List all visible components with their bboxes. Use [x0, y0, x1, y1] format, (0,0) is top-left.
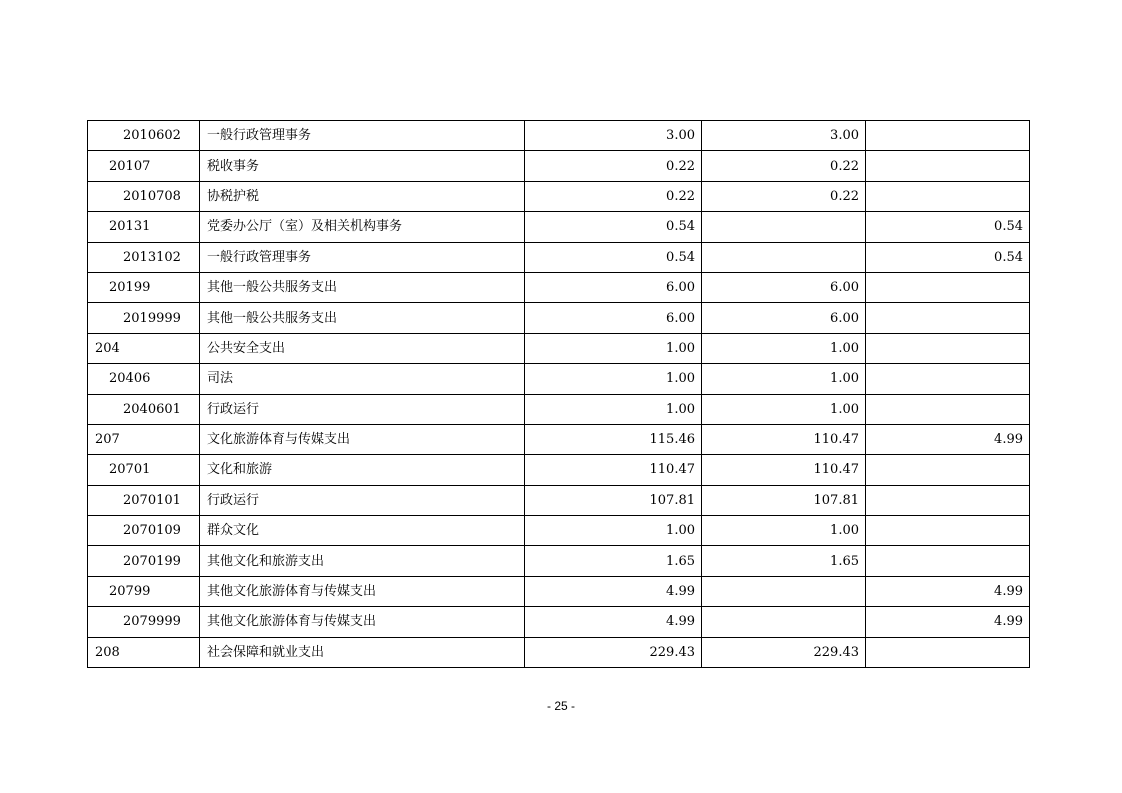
total-amount-cell: 1.00 [525, 394, 702, 424]
account-code-cell: 2070109 [88, 516, 200, 546]
account-code-cell: 2013102 [88, 242, 200, 272]
total-amount-cell: 3.00 [525, 121, 702, 151]
total-amount-cell: 4.99 [525, 576, 702, 606]
project-expenditure-cell: 0.54 [866, 212, 1030, 242]
basic-expenditure-cell: 1.00 [702, 394, 866, 424]
project-expenditure-cell [866, 272, 1030, 302]
account-name-cell: 协税护税 [200, 181, 525, 211]
project-expenditure-cell [866, 151, 1030, 181]
account-name-cell: 行政运行 [200, 394, 525, 424]
account-code-cell: 20701 [88, 455, 200, 485]
project-expenditure-cell [866, 333, 1030, 363]
basic-expenditure-cell: 1.65 [702, 546, 866, 576]
page-number: - 25 - [546, 699, 575, 713]
table-row [88, 455, 1030, 485]
table-row [88, 485, 1030, 515]
account-name-cell: 税收事务 [200, 151, 525, 181]
project-expenditure-cell [866, 394, 1030, 424]
total-amount-cell: 115.46 [525, 424, 702, 454]
account-code-cell: 208 [88, 637, 200, 667]
table-row [88, 242, 1030, 272]
project-expenditure-cell: 0.54 [866, 242, 1030, 272]
basic-expenditure-cell: 229.43 [702, 637, 866, 667]
account-name-cell: 文化和旅游 [200, 455, 525, 485]
account-name-cell: 其他文化旅游体育与传媒支出 [200, 576, 525, 606]
basic-expenditure-cell [702, 212, 866, 242]
account-code-cell: 204 [88, 333, 200, 363]
project-expenditure-cell [866, 485, 1030, 515]
table-row [88, 364, 1030, 394]
project-expenditure-cell [866, 516, 1030, 546]
project-expenditure-cell [866, 303, 1030, 333]
total-amount-cell: 107.81 [525, 485, 702, 515]
total-amount-cell: 1.00 [525, 516, 702, 546]
account-code-cell: 2010602 [88, 121, 200, 151]
basic-expenditure-cell [702, 576, 866, 606]
account-name-cell: 其他一般公共服务支出 [200, 303, 525, 333]
account-name-cell: 群众文化 [200, 516, 525, 546]
table-row [88, 212, 1030, 242]
table-row [88, 424, 1030, 454]
table-row [88, 607, 1030, 637]
table-row [88, 333, 1030, 363]
basic-expenditure-cell [702, 242, 866, 272]
project-expenditure-cell [866, 121, 1030, 151]
basic-expenditure-cell: 1.00 [702, 516, 866, 546]
table-row [88, 303, 1030, 333]
account-code-cell: 2019999 [88, 303, 200, 333]
total-amount-cell: 0.54 [525, 242, 702, 272]
table-row [88, 181, 1030, 211]
project-expenditure-cell: 4.99 [866, 576, 1030, 606]
project-expenditure-cell [866, 546, 1030, 576]
basic-expenditure-cell: 110.47 [702, 455, 866, 485]
table-row [88, 516, 1030, 546]
account-name-cell: 一般行政管理事务 [200, 242, 525, 272]
account-name-cell: 一般行政管理事务 [200, 121, 525, 151]
account-name-cell: 党委办公厅（室）及相关机构事务 [200, 212, 525, 242]
account-code-cell: 20131 [88, 212, 200, 242]
project-expenditure-cell [866, 637, 1030, 667]
total-amount-cell: 6.00 [525, 272, 702, 302]
basic-expenditure-cell: 3.00 [702, 121, 866, 151]
basic-expenditure-cell: 6.00 [702, 303, 866, 333]
total-amount-cell: 110.47 [525, 455, 702, 485]
basic-expenditure-cell: 0.22 [702, 181, 866, 211]
total-amount-cell: 0.54 [525, 212, 702, 242]
basic-expenditure-cell: 107.81 [702, 485, 866, 515]
project-expenditure-cell [866, 364, 1030, 394]
account-name-cell: 司法 [200, 364, 525, 394]
total-amount-cell: 0.22 [525, 151, 702, 181]
basic-expenditure-cell [702, 607, 866, 637]
budget-table [87, 120, 1030, 668]
table-row [88, 121, 1030, 151]
total-amount-cell: 229.43 [525, 637, 702, 667]
total-amount-cell: 1.00 [525, 333, 702, 363]
account-code-cell: 2070199 [88, 546, 200, 576]
table-row [88, 576, 1030, 606]
project-expenditure-cell: 4.99 [866, 607, 1030, 637]
total-amount-cell: 1.00 [525, 364, 702, 394]
total-amount-cell: 1.65 [525, 546, 702, 576]
table-row [88, 637, 1030, 667]
account-name-cell: 行政运行 [200, 485, 525, 515]
total-amount-cell: 0.22 [525, 181, 702, 211]
account-name-cell: 其他一般公共服务支出 [200, 272, 525, 302]
table-row [88, 394, 1030, 424]
project-expenditure-cell [866, 181, 1030, 211]
basic-expenditure-cell: 0.22 [702, 151, 866, 181]
account-code-cell: 20199 [88, 272, 200, 302]
account-code-cell: 20406 [88, 364, 200, 394]
account-code-cell: 2040601 [88, 394, 200, 424]
total-amount-cell: 4.99 [525, 607, 702, 637]
account-code-cell: 2079999 [88, 607, 200, 637]
account-code-cell: 2070101 [88, 485, 200, 515]
account-name-cell: 公共安全支出 [200, 333, 525, 363]
account-name-cell: 文化旅游体育与传媒支出 [200, 424, 525, 454]
account-code-cell: 207 [88, 424, 200, 454]
account-name-cell: 其他文化旅游体育与传媒支出 [200, 607, 525, 637]
table-row [88, 272, 1030, 302]
table-row [88, 151, 1030, 181]
account-code-cell: 2010708 [88, 181, 200, 211]
account-name-cell: 社会保障和就业支出 [200, 637, 525, 667]
account-code-cell: 20107 [88, 151, 200, 181]
project-expenditure-cell [866, 455, 1030, 485]
total-amount-cell: 6.00 [525, 303, 702, 333]
basic-expenditure-cell: 110.47 [702, 424, 866, 454]
project-expenditure-cell: 4.99 [866, 424, 1030, 454]
budget-table-body [88, 121, 1030, 668]
table-row [88, 546, 1030, 576]
basic-expenditure-cell: 1.00 [702, 364, 866, 394]
basic-expenditure-cell: 1.00 [702, 333, 866, 363]
account-code-cell: 20799 [88, 576, 200, 606]
account-name-cell: 其他文化和旅游支出 [200, 546, 525, 576]
basic-expenditure-cell: 6.00 [702, 272, 866, 302]
